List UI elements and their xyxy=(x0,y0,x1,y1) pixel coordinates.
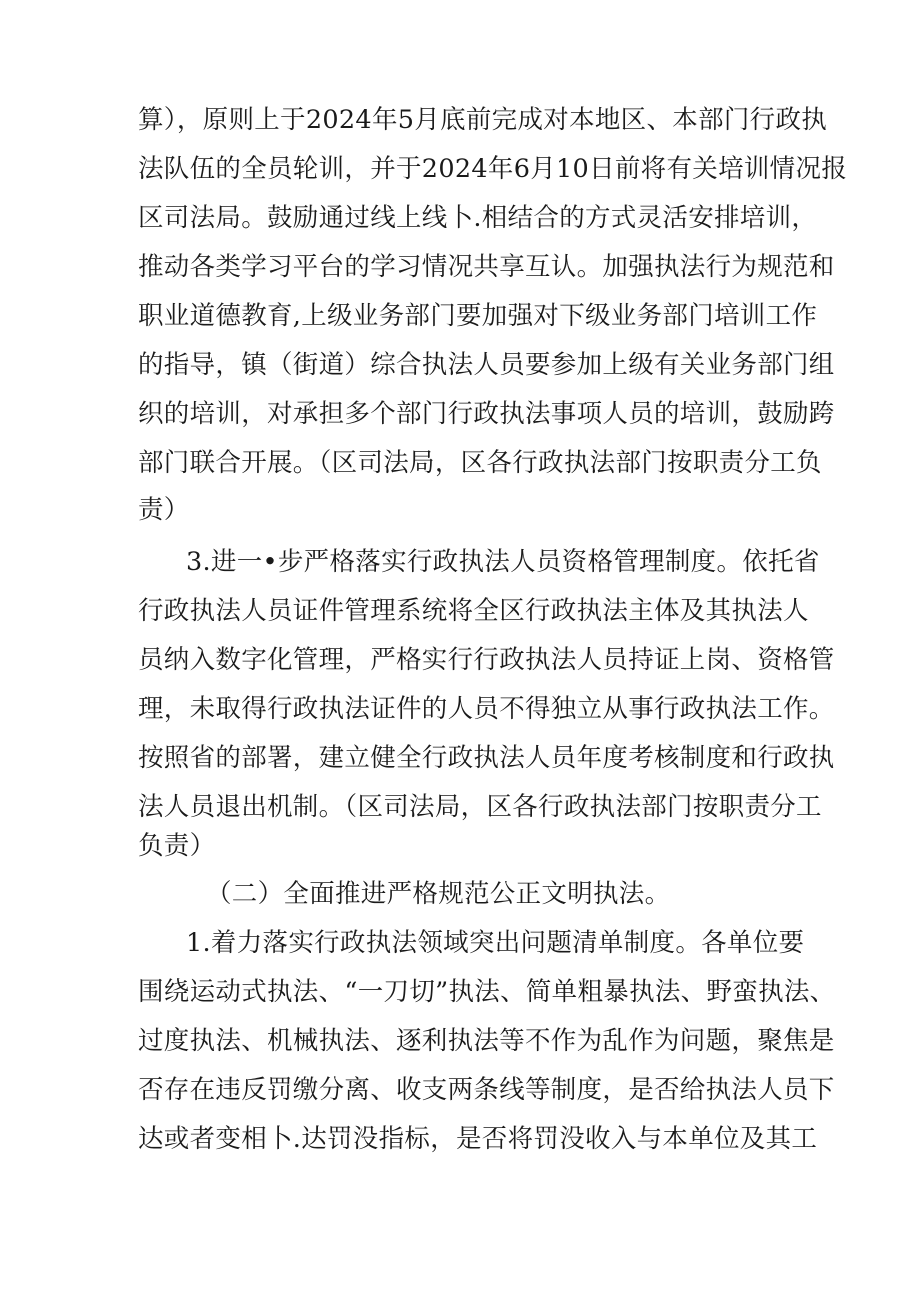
text-line: 算），原则上于2024年5月底前完成对本地区、本部门行政执 xyxy=(138,105,828,135)
text-line: 行政执法人员证件管理系统将全区行政执法主体及其执法人 xyxy=(138,596,809,626)
text-line: 围绕运动式执法、“一刀切”执法、简单粗暴执法、野蛮执法、 xyxy=(138,977,836,1007)
text-line: 理，未取得行政执法证件的人员不得独立从事行政执法工作。 xyxy=(138,694,835,724)
text-line: 职业道德教育,上级业务部门要加强对下级业务部门培训工作 xyxy=(138,301,818,331)
text-line: 部门联合开展。（区司法局，区各行政执法部门按职责分工负 xyxy=(138,448,822,478)
text-line: 按照省的部署，建立健全行政执法人员年度考核制度和行政执 xyxy=(138,743,835,773)
text-line: 的指导，镇（街道）综合执法人员要参加上级有关业务部门组 xyxy=(138,350,835,380)
text-line: 达或者变相卜.达罚没指标，是否将罚没收入与本单位及其工 xyxy=(138,1124,818,1154)
section-heading: （二）全面推进严格规范公正文明执法。 xyxy=(206,879,671,909)
text-line: 区司法局。鼓励通过线上线卜.相结合的方式灵活安排培训， xyxy=(138,203,818,233)
text-line: 织的培训，对承担多个部门行政执法事项人员的培训，鼓励跨 xyxy=(138,399,835,429)
text-line: 员纳入数字化管理，严格实行行政执法人员持证上岗、资格管 xyxy=(138,645,835,675)
text-line: 责） xyxy=(138,495,190,525)
text-line: 过度执法、机械执法、逐利执法等不作为乱作为问题，聚焦是 xyxy=(138,1026,835,1056)
text-line: 法队伍的全员轮训，并于2024年6月10日前将有关培训情况报 xyxy=(138,154,848,184)
text-line: 推动各类学习平台的学习情况共享互认。加强执法行为规范和 xyxy=(138,252,835,282)
text-line: 负责） xyxy=(138,831,216,861)
text-line: 法人员退出机制。（区司法局，区各行政执法部门按职责分工 xyxy=(138,792,822,822)
text-line: 否存在违反罚缴分离、收支两条线等制度，是否给执法人员下 xyxy=(138,1075,835,1105)
text-line: 1.着力落实行政执法领域突出问题清单制度。各单位要 xyxy=(186,928,805,958)
text-line: 3.进一•步严格落实行政执法人员资格管理制度。依托省 xyxy=(186,547,820,577)
